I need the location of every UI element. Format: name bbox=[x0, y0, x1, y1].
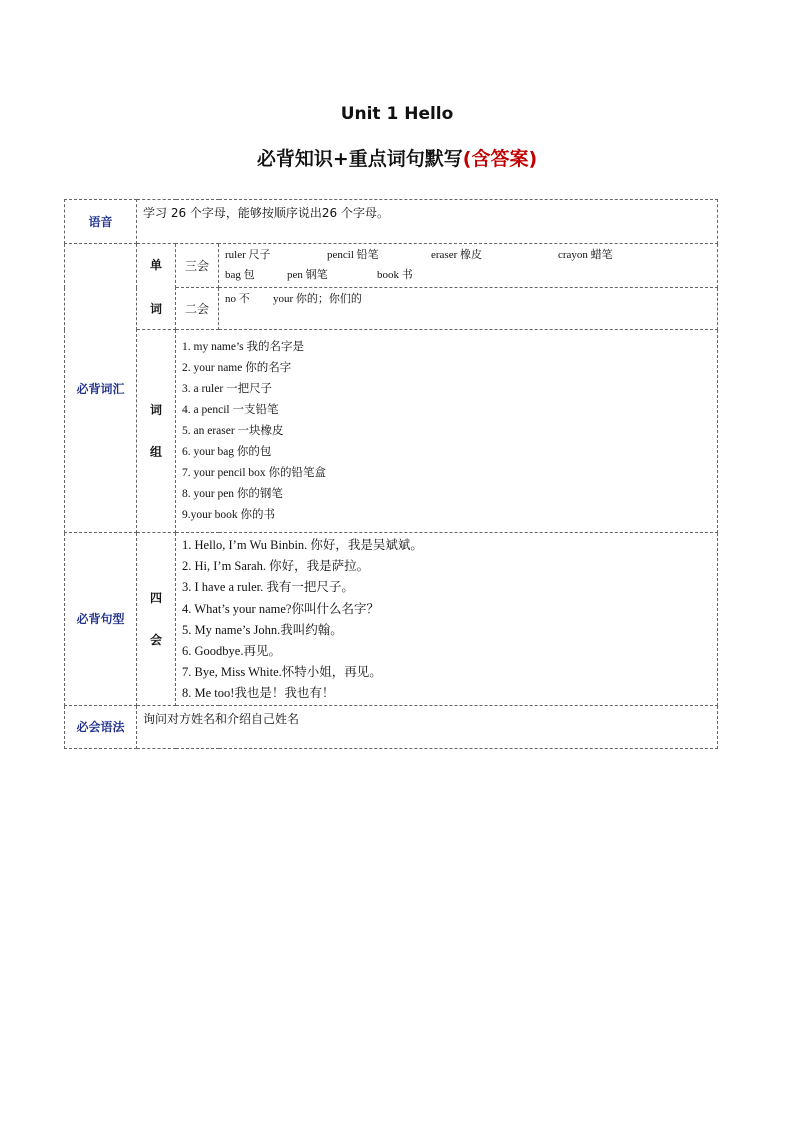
phrase-item: 7. your pencil box 你的铅笔盒 bbox=[182, 467, 327, 479]
phrase-item: 3. a ruler 一把尺子 bbox=[182, 383, 273, 395]
vocab-sanhui-row bbox=[65, 244, 718, 288]
erhui-words-row-1 bbox=[219, 288, 717, 309]
sentence-item: 6. Goodbye.再见。 bbox=[182, 644, 281, 659]
vocab-word: eraser 橡皮 bbox=[431, 249, 483, 261]
vocab-word: ruler 尺子 bbox=[225, 249, 271, 261]
phrase-col-char-1: 词 bbox=[149, 403, 162, 417]
sentence-item: 8. Me too!我也是！我也有！ bbox=[182, 686, 335, 701]
sentences-level-col bbox=[137, 533, 176, 706]
grammar-row bbox=[65, 705, 718, 748]
sanhui-words-cell bbox=[219, 244, 718, 288]
sentences-level-char-2: 会 bbox=[149, 632, 162, 647]
grammar-cell bbox=[137, 705, 718, 748]
phrase-col-char-2: 组 bbox=[149, 445, 162, 459]
vocab-word: bag 包 bbox=[225, 269, 255, 281]
page-title: Unit 1 Hello bbox=[340, 104, 454, 124]
phrase-item: 4. a pencil 一支铅笔 bbox=[182, 404, 279, 416]
knowledge-table bbox=[64, 199, 718, 749]
phrases-cell bbox=[176, 330, 718, 533]
sentence-item: 1. Hello, I’m Wu Binbin. 你好，我是吴斌斌。 bbox=[182, 538, 423, 552]
vocab-word: no 不 bbox=[225, 293, 250, 305]
sanhui-level: 三会 bbox=[176, 244, 219, 288]
subtitle-main: 必背知识+重点词句默写 bbox=[256, 148, 463, 170]
sentence-item: 4. What’s your name?你叫什么名字？ bbox=[182, 601, 379, 616]
word-col-label bbox=[137, 244, 176, 330]
phrase-item: 2. your name 你的名字 bbox=[182, 362, 292, 374]
phrase-item: 5. an eraser 一块橡皮 bbox=[182, 425, 284, 437]
sentences-cell bbox=[176, 533, 718, 706]
erhui-words-cell bbox=[219, 288, 718, 330]
sentence-item: 3. I have a ruler. 我有一把尺子。 bbox=[182, 580, 354, 595]
phrase-col-label bbox=[137, 330, 176, 533]
vocab-phrases-row bbox=[65, 330, 718, 533]
sentences-row bbox=[65, 533, 718, 706]
vocab-word: crayon 蜡笔 bbox=[558, 249, 613, 261]
phonics-text: 学习 26 个字母，能够按顺序说出26 个字母。 bbox=[143, 206, 389, 220]
phonics-row bbox=[65, 200, 718, 244]
erhui-level: 二会 bbox=[176, 288, 219, 330]
phonics-label: 语音 bbox=[65, 200, 137, 244]
vocab-word: pencil 铅笔 bbox=[327, 249, 379, 261]
sanhui-words-row-1 bbox=[219, 244, 717, 265]
vocab-word: your 你的；你们的 bbox=[273, 293, 362, 305]
vocab-word: pen 钢笔 bbox=[287, 269, 328, 281]
phonics-cell bbox=[137, 200, 718, 244]
phrase-item: 9.your book 你的书 bbox=[182, 509, 275, 521]
phrase-item: 1. my name’s 我的名字是 bbox=[182, 341, 305, 353]
grammar-label: 必会语法 bbox=[65, 705, 137, 748]
word-col-char-2: 词 bbox=[149, 301, 162, 316]
subtitle-answer: (含答案) bbox=[462, 148, 538, 170]
sanhui-words-row-2 bbox=[219, 265, 717, 285]
word-col-char-1: 单 bbox=[149, 257, 162, 272]
sentences-label: 必背句型 bbox=[65, 533, 137, 706]
sentences-level-char-1: 四 bbox=[149, 590, 162, 605]
phrase-item: 6. your bag 你的包 bbox=[182, 446, 272, 458]
sentence-item: 7. Bye, Miss White.怀特小姐，再见。 bbox=[182, 665, 382, 680]
grammar-text: 询问对方姓名和介绍自己姓名 bbox=[143, 711, 300, 726]
vocab-word: book 书 bbox=[377, 269, 413, 281]
sentence-item: 2. Hi, I’m Sarah. 你好，我是萨拉。 bbox=[182, 559, 370, 574]
vocab-label: 必背词汇 bbox=[65, 244, 137, 533]
phrase-item: 8. your pen 你的钢笔 bbox=[182, 488, 283, 500]
page-subtitle bbox=[0, 144, 794, 171]
sentence-item: 5. My name’s John.我叫约翰。 bbox=[182, 622, 343, 637]
